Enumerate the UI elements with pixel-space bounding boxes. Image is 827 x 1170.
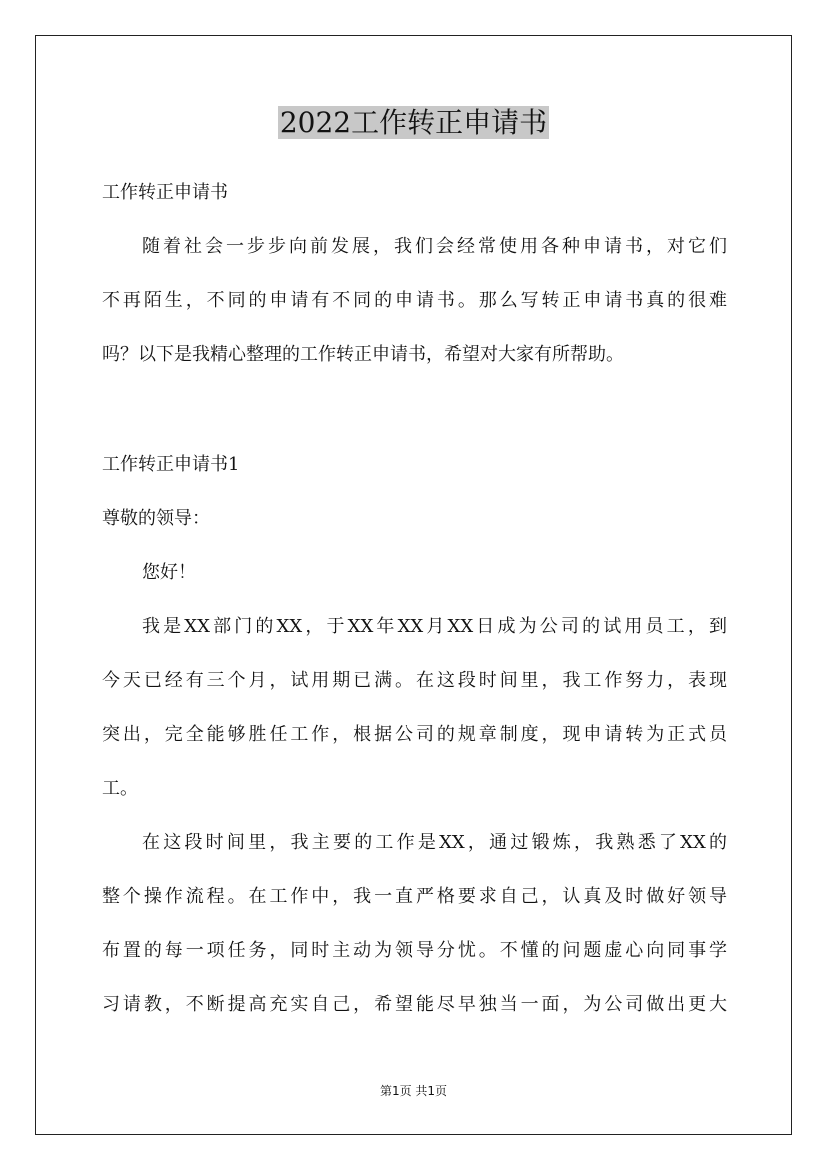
document-subtitle: 工作转正申请书 [102,182,228,203]
paragraph2-line-2: 整个操作流程。在工作中，我一直严格要求自己，认真及时做好领导 [102,886,727,907]
section-heading: 工作转正申请书1 [102,454,240,475]
paragraph1-line-3: 突出，完全能够胜任工作，根据公司的规章制度，现申请转为正式员 [102,724,727,745]
intro-line-2: 不再陌生，不同的申请有不同的申请书。那么写转正申请书真的很难 [102,290,727,311]
document-title-text: 2022工作转正申请书 [279,106,548,139]
paragraph1-line-2: 今天已经有三个月，试用期已满。在这段时间里，我工作努力，表现 [102,670,727,691]
paragraph2-line-1: 在这段时间里，我主要的工作是XX，通过锻炼，我熟悉了XX的 [142,832,727,853]
page-footer: 第1页 共1页 [379,1084,448,1098]
document-title [0,102,827,144]
paragraph2-line-3: 布置的每一项任务，同时主动为领导分忧。不懂的问题虚心向同事学 [102,940,727,961]
intro-line-1: 随着社会一步步向前发展，我们会经常使用各种申请书，对它们 [142,236,727,257]
greeting: 您好！ [142,562,196,583]
salutation: 尊敬的领导： [102,508,210,529]
intro-line-3: 吗？以下是我精心整理的工作转正申请书，希望对大家有所帮助。 [102,344,624,365]
paragraph1-line-1: 我是XX部门的XX，于XX年XX月XX日成为公司的试用员工，到 [142,616,727,637]
paragraph2-line-4: 习请教，不断提高充实自己，希望能尽早独当一面，为公司做出更大 [102,994,727,1015]
paragraph1-line-4: 工。 [102,778,138,799]
